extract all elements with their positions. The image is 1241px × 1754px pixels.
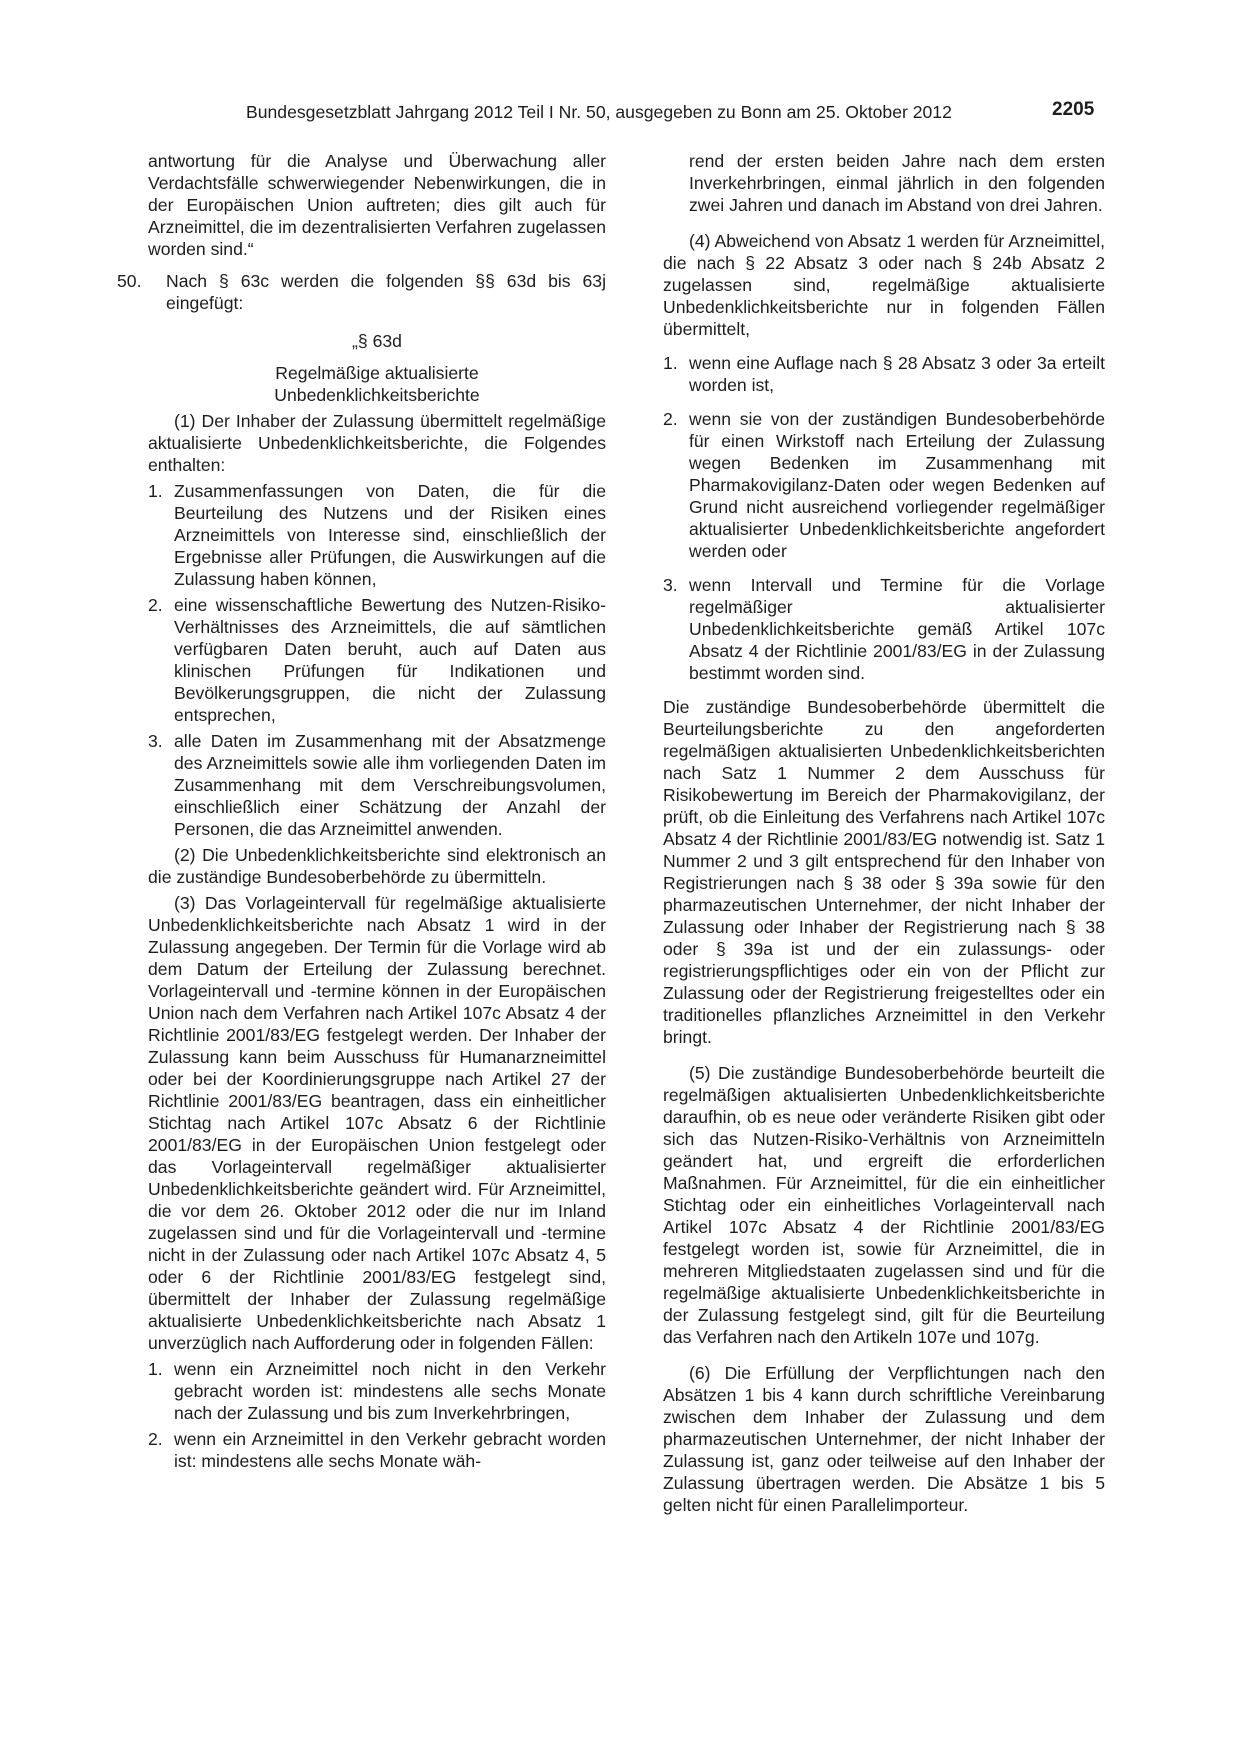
- absatz-3: (3) Das Vorlageintervall für regelmäßige aktualisierte Unbedenklichkeitsberichte nach Absatz 1 wird in der Zulassung angegeben. Der Termin für die Vorlage wird ab dem Datum der Erteilung der Zulassung berechnet. Vorlageintervall und -termine können in der Europäischen Union nach dem Verfahren nach Artikel 107c Absatz 4 der Richtlinie 2001/83/EG festgelegt werden. Der Inhaber der Zulassung kann beim Ausschuss für Humanarzneimittel oder bei der Koordinierungsgruppe nach Artikel 27 der Richtlinie 2001/83/EG beantragen, dass ein einheitlicher Stichtag nach Artikel 107c Absatz 6 der Richtlinie 2001/83/EG in der Europäischen Union festgelegt oder das Vorlageintervall regelmäßiger aktualisierter Unbedenklichkeitsberichte geändert wird. Für Arzneimittel, die vor dem 26. Oktober 2012 oder die nur im Inland zugelassen sind und für die Vorlageintervall und -termine nicht in der Zulassung oder nach Artikel 107c Absatz 4, 5 oder 6 der Richtlinie 2001/83/EG festgelegt sind, übermittelt der Inhaber der Zulassung regelmäßige aktualisierte Unbedenklichkeitsberichte nach Absatz 1 unverzüglich nach Aufforderung oder in folgenden Fällen:: [148, 893, 606, 1353]
- absatz-4-list: [663, 352, 1105, 684]
- list-item: [148, 730, 606, 840]
- list-item: [148, 480, 606, 590]
- absatz-4: (4) Abweichend von Absatz 1 werden für Arzneimittel, die nach § 22 Absatz 3 oder nach § 24b Absatz 2 zugelassen sind, regelmäßige aktualisierte Unbedenklichkeitsberichte nur in folgenden Fällen übermittelt,: [663, 231, 1105, 339]
- list-item: [663, 352, 1105, 396]
- list-item: [663, 408, 1105, 562]
- list-text: wenn ein Arzneimittel in den Verkehr gebracht worden ist: mindestens alle sechs Monate wäh-: [174, 1429, 606, 1471]
- running-header: Bundesgesetzblatt Jahrgang 2012 Teil I Nr. 50, ausgegeben zu Bonn am 25. Oktober 2012: [246, 102, 952, 122]
- list-item: [148, 1358, 606, 1424]
- list-number: 3.: [148, 731, 163, 751]
- absatz-3-list: [148, 1358, 606, 1472]
- absatz-2: (2) Die Unbedenklichkeitsberichte sind elektronisch an die zuständige Bundesoberbehörde zu übermitteln.: [148, 845, 606, 887]
- left-column: [117, 150, 606, 1472]
- section-heading-line-2: Unbedenklichkeitsberichte: [274, 385, 480, 405]
- continued-list-text: rend der ersten beiden Jahre nach dem ersten Inverkehrbringen, einmal jährlich in den folgenden zwei Jahren und danach im Abstand von drei Jahren.: [689, 151, 1105, 215]
- continued-paragraph: antwortung für die Analyse und Überwachung aller Verdachtsfälle schwerwiegender Nebenwirkungen, die in der Europäischen Union auftreten; dies gilt auch für Arzneimittel, die im dezentralisierten Verfahren zugelassen worden sind.“: [148, 151, 606, 259]
- list-text: alle Daten im Zusammenhang mit der Absatzmenge des Arzneimittels sowie alle ihm vorliegenden Daten im Zusammenhang mit dem Verschreibungsvolumen, einschließlich einer Schätzung der Anzahl der Personen, die das Arzneimittel anwenden.: [174, 731, 606, 839]
- list-number: 1.: [663, 353, 678, 373]
- amendment-number: 50.: [117, 271, 142, 291]
- list-number: 3.: [663, 575, 678, 595]
- list-text: eine wissenschaftliche Bewertung des Nutzen-Risiko-Verhältnisses des Arzneimittels, die auf sämtlichen verfügbaren Daten beruht, auch auf Daten aus klinischen Prüfungen für Indikationen und Bevölkerungsgruppen, die nicht der Zulassung entsprechen,: [174, 595, 606, 725]
- list-text: wenn eine Auflage nach § 28 Absatz 3 oder 3a erteilt worden ist,: [689, 353, 1105, 395]
- list-text: wenn sie von der zuständigen Bundesoberbehörde für einen Wirkstoff nach Erteilung der Zulassung wegen Bedenken im Zusammenhang mit Pharmakovigilanz-Daten oder wegen Bedenken auf Grund nicht ausreichend vorliegender regelmäßiger aktualisierter Unbedenklichkeitsberichte angefordert werden oder: [689, 409, 1105, 561]
- right-column: [663, 150, 1105, 1516]
- list-text: wenn Intervall und Termine für die Vorlage regelmäßiger aktualisierter Unbedenklichkeitsberichte gemäß Artikel 107c Absatz 4 der Richtlinie 2001/83/EG in der Zulassung bestimmt worden sind.: [689, 575, 1105, 683]
- list-item: [663, 574, 1105, 684]
- amendment-text: Nach § 63c werden die folgenden §§ 63d bis 63j eingefügt:: [166, 271, 606, 313]
- list-text: wenn ein Arzneimittel noch nicht in den Verkehr gebracht worden ist: mindestens alle sechs Monate nach der Zulassung und bis zum Inverkehrbringen,: [174, 1359, 606, 1423]
- list-text: Zusammenfassungen von Daten, die für die Beurteilung des Nutzens und der Risiken eines Arzneimittels von Interesse sind, einschließlich der Ergebnisse aller Prüfungen, die Auswirkungen auf die Zulassung haben können,: [174, 481, 606, 589]
- list-number: 2.: [148, 595, 163, 615]
- section-heading-line-1: Regelmäßige aktualisierte: [275, 363, 479, 383]
- section-number: „§ 63d: [352, 331, 402, 351]
- section-63d: [132, 330, 606, 1472]
- amendment-item-50: [117, 270, 606, 314]
- absatz-1-list: [148, 480, 606, 840]
- absatz-4-continuation: Die zuständige Bundesoberbehörde übermittelt die Beurteilungsberichte zu den angeforderten regelmäßigen aktualisierten Unbedenklichkeitsberichten nach Satz 1 Nummer 2 dem Ausschuss für Risikobewertung im Bereich der Pharmakovigilanz, der prüft, ob die Einleitung des Verfahrens nach Artikel 107c Absatz 4 der Richtlinie 2001/83/EG notwendig ist. Satz 1 Nummer 2 und 3 gilt entsprechend für den Inhaber von Registrierungen nach § 38 oder § 39a sowie für den pharmazeutischen Unternehmer, der nicht Inhaber der Zulassung oder Inhaber der Registrierung nach § 38 oder § 39a ist und der ein zulassungs- oder registrierungspflichtiges oder ein von der Pflicht zur Zulassung oder der Registrierung freigestelltes oder ein traditionelles pflanzliches Arzneimittel in den Verkehr bringt.: [663, 697, 1105, 1047]
- list-number: 1.: [148, 1359, 163, 1379]
- list-number: 2.: [148, 1429, 163, 1449]
- list-item: [148, 594, 606, 726]
- list-item: [148, 1428, 606, 1472]
- absatz-5: (5) Die zuständige Bundesoberbehörde beurteilt die regelmäßigen aktualisierten Unbedenklichkeitsberichte daraufhin, ob es neue oder veränderte Risiken gibt oder sich das Nutzen-Risiko-Verhältnis von Arzneimitteln geändert hat, und ergreift die erforderlichen Maßnahmen. Für Arzneimittel, für die ein einheitlicher Stichtag oder ein einheitliches Vorlageintervall nach Artikel 107c Absatz 4 der Richtlinie 2001/83/EG festgelegt worden ist, sowie für Arzneimittel, die in mehreren Mitgliedstaaten zugelassen sind und für die regelmäßige aktualisierte Unbedenklichkeitsberichte in der Zulassung festgelegt sind, gilt für die Beurteilung das Verfahren nach den Artikeln 107e und 107g.: [663, 1063, 1105, 1347]
- absatz-6: (6) Die Erfüllung der Verpflichtungen nach den Absätzen 1 bis 4 kann durch schriftliche Vereinbarung zwischen dem Inhaber der Zulassung und dem pharmazeutischen Unternehmer, der nicht Inhaber der Zulassung ist, ganz oder teilweise auf den Inhaber der Zulassung übertragen werden. Die Absätze 1 bis 5 gelten nicht für einen Parallelimporteur.: [663, 1363, 1105, 1515]
- page-number: 2205: [1052, 99, 1095, 120]
- list-number: 2.: [663, 409, 678, 429]
- list-number: 1.: [148, 481, 163, 501]
- absatz-1: (1) Der Inhaber der Zulassung übermittelt regelmäßige aktualisierte Unbedenklichkeitsberichte, die Folgendes enthalten:: [148, 411, 606, 475]
